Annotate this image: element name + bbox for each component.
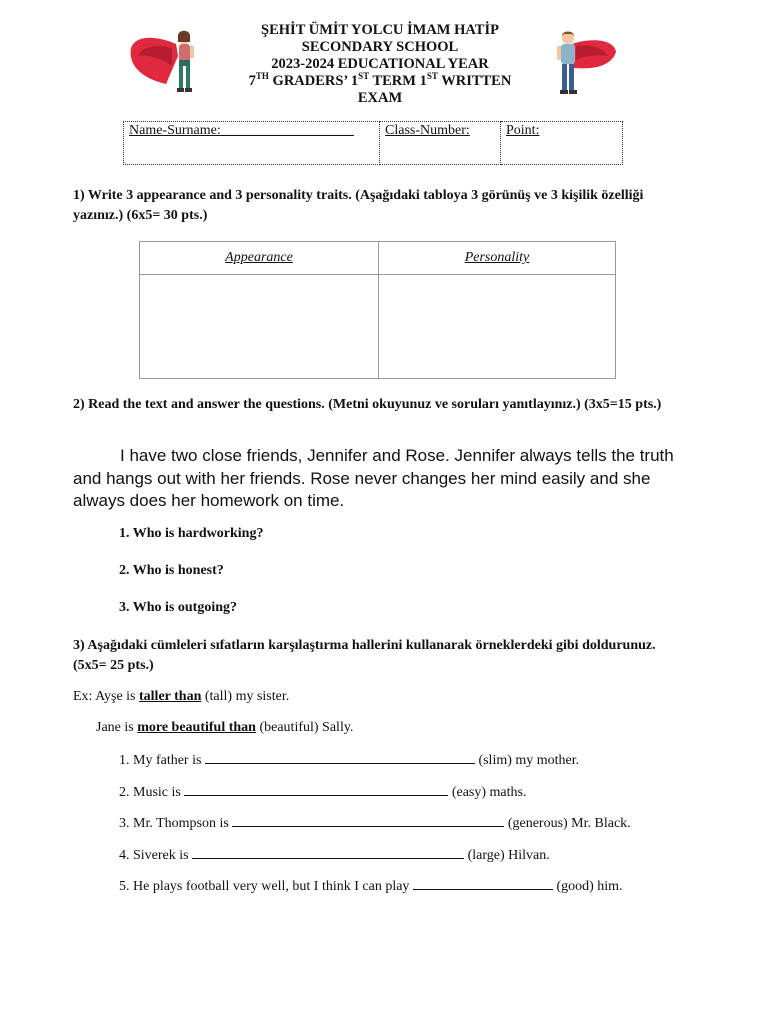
reading-passage: I have two close friends, Jennifer and Rose. Jennifer always tells the truth and hangs out with her friends. Rose never changes her mind easily and she always does her homework on time. bbox=[73, 446, 674, 510]
example-2-answer: more beautiful than bbox=[137, 720, 256, 735]
answer-blank-4[interactable] bbox=[192, 846, 464, 859]
question-3-item-2: 2. Music is (easy) maths. bbox=[119, 785, 527, 800]
traits-table bbox=[139, 241, 616, 379]
question-2-item-3: 3. Who is outgoing? bbox=[119, 600, 237, 615]
point-label: Point: bbox=[506, 123, 540, 138]
example-1-answer: taller than bbox=[139, 689, 202, 704]
question-2-item-2: 2. Who is honest? bbox=[119, 563, 224, 578]
class-number-label: Class-Number: bbox=[385, 123, 470, 138]
question-3-item-4: 4. Siverek is (large) Hilvan. bbox=[119, 848, 550, 863]
question-3-item-1: 1. My father is (slim) my mother. bbox=[119, 753, 580, 768]
answer-blank-2[interactable] bbox=[184, 783, 448, 796]
superhero-girl-illustration bbox=[128, 26, 218, 106]
appearance-header: Appearance bbox=[140, 242, 379, 275]
exam-title-line: 7TH GRADERS’ 1ST TERM 1ST WRITTEN bbox=[248, 71, 512, 89]
question-2-text: 2) Read the text and answer the questions. (Metni okuyunuz ve soruları yanıtlayınız.) (3x5=15 pts.) bbox=[73, 397, 662, 412]
answer-blank-1[interactable] bbox=[205, 751, 475, 764]
example-2: Jane is more beautiful than (beautiful) Sally. bbox=[96, 720, 354, 735]
personality-answer-cell[interactable] bbox=[379, 275, 616, 379]
superhero-boy-illustration bbox=[548, 26, 638, 106]
year-line: 2023-2024 EDUCATIONAL YEAR bbox=[271, 56, 489, 72]
answer-blank-5[interactable] bbox=[413, 877, 553, 890]
answer-blank-3[interactable] bbox=[232, 814, 504, 827]
point-cell[interactable] bbox=[501, 122, 623, 165]
question-3-item-3: 3. Mr. Thompson is (generous) Mr. Black. bbox=[119, 816, 631, 831]
question-3-item-5: 5. He plays football very well, but I think I can play (good) him. bbox=[119, 879, 623, 894]
exam-word-line: EXAM bbox=[357, 90, 403, 106]
appearance-answer-cell[interactable] bbox=[140, 275, 379, 379]
student-info-table bbox=[123, 121, 623, 165]
school-type-line: SECONDARY SCHOOL bbox=[301, 39, 459, 55]
question-1-text: 1) Write 3 appearance and 3 personality traits. (Aşağıdaki tabloya 3 görünüş ve 3 kişilik özelliği yazınız.) (6x5= 30 pts.) bbox=[73, 188, 644, 223]
question-2-item-1: 1. Who is hardworking? bbox=[119, 526, 264, 541]
example-1: Ex: Ayşe is taller than (tall) my sister. bbox=[73, 689, 290, 704]
school-name-line: ŞEHİT ÜMİT YOLCU İMAM HATİP bbox=[261, 22, 499, 38]
name-surname-label: Name-Surname: bbox=[129, 123, 221, 138]
name-surname-blank: ___________________ bbox=[220, 123, 354, 138]
question-3-text: 3) Aşağıdaki cümleleri sıfatların karşılaştırma hallerini kullanarak örneklerdeki gibi doldurunuz. (5x5= 25 pts.) bbox=[73, 638, 656, 673]
personality-header: Personality bbox=[379, 242, 616, 275]
exam-header bbox=[200, 22, 560, 107]
class-number-cell[interactable] bbox=[380, 122, 501, 165]
name-surname-cell[interactable] bbox=[124, 122, 380, 165]
